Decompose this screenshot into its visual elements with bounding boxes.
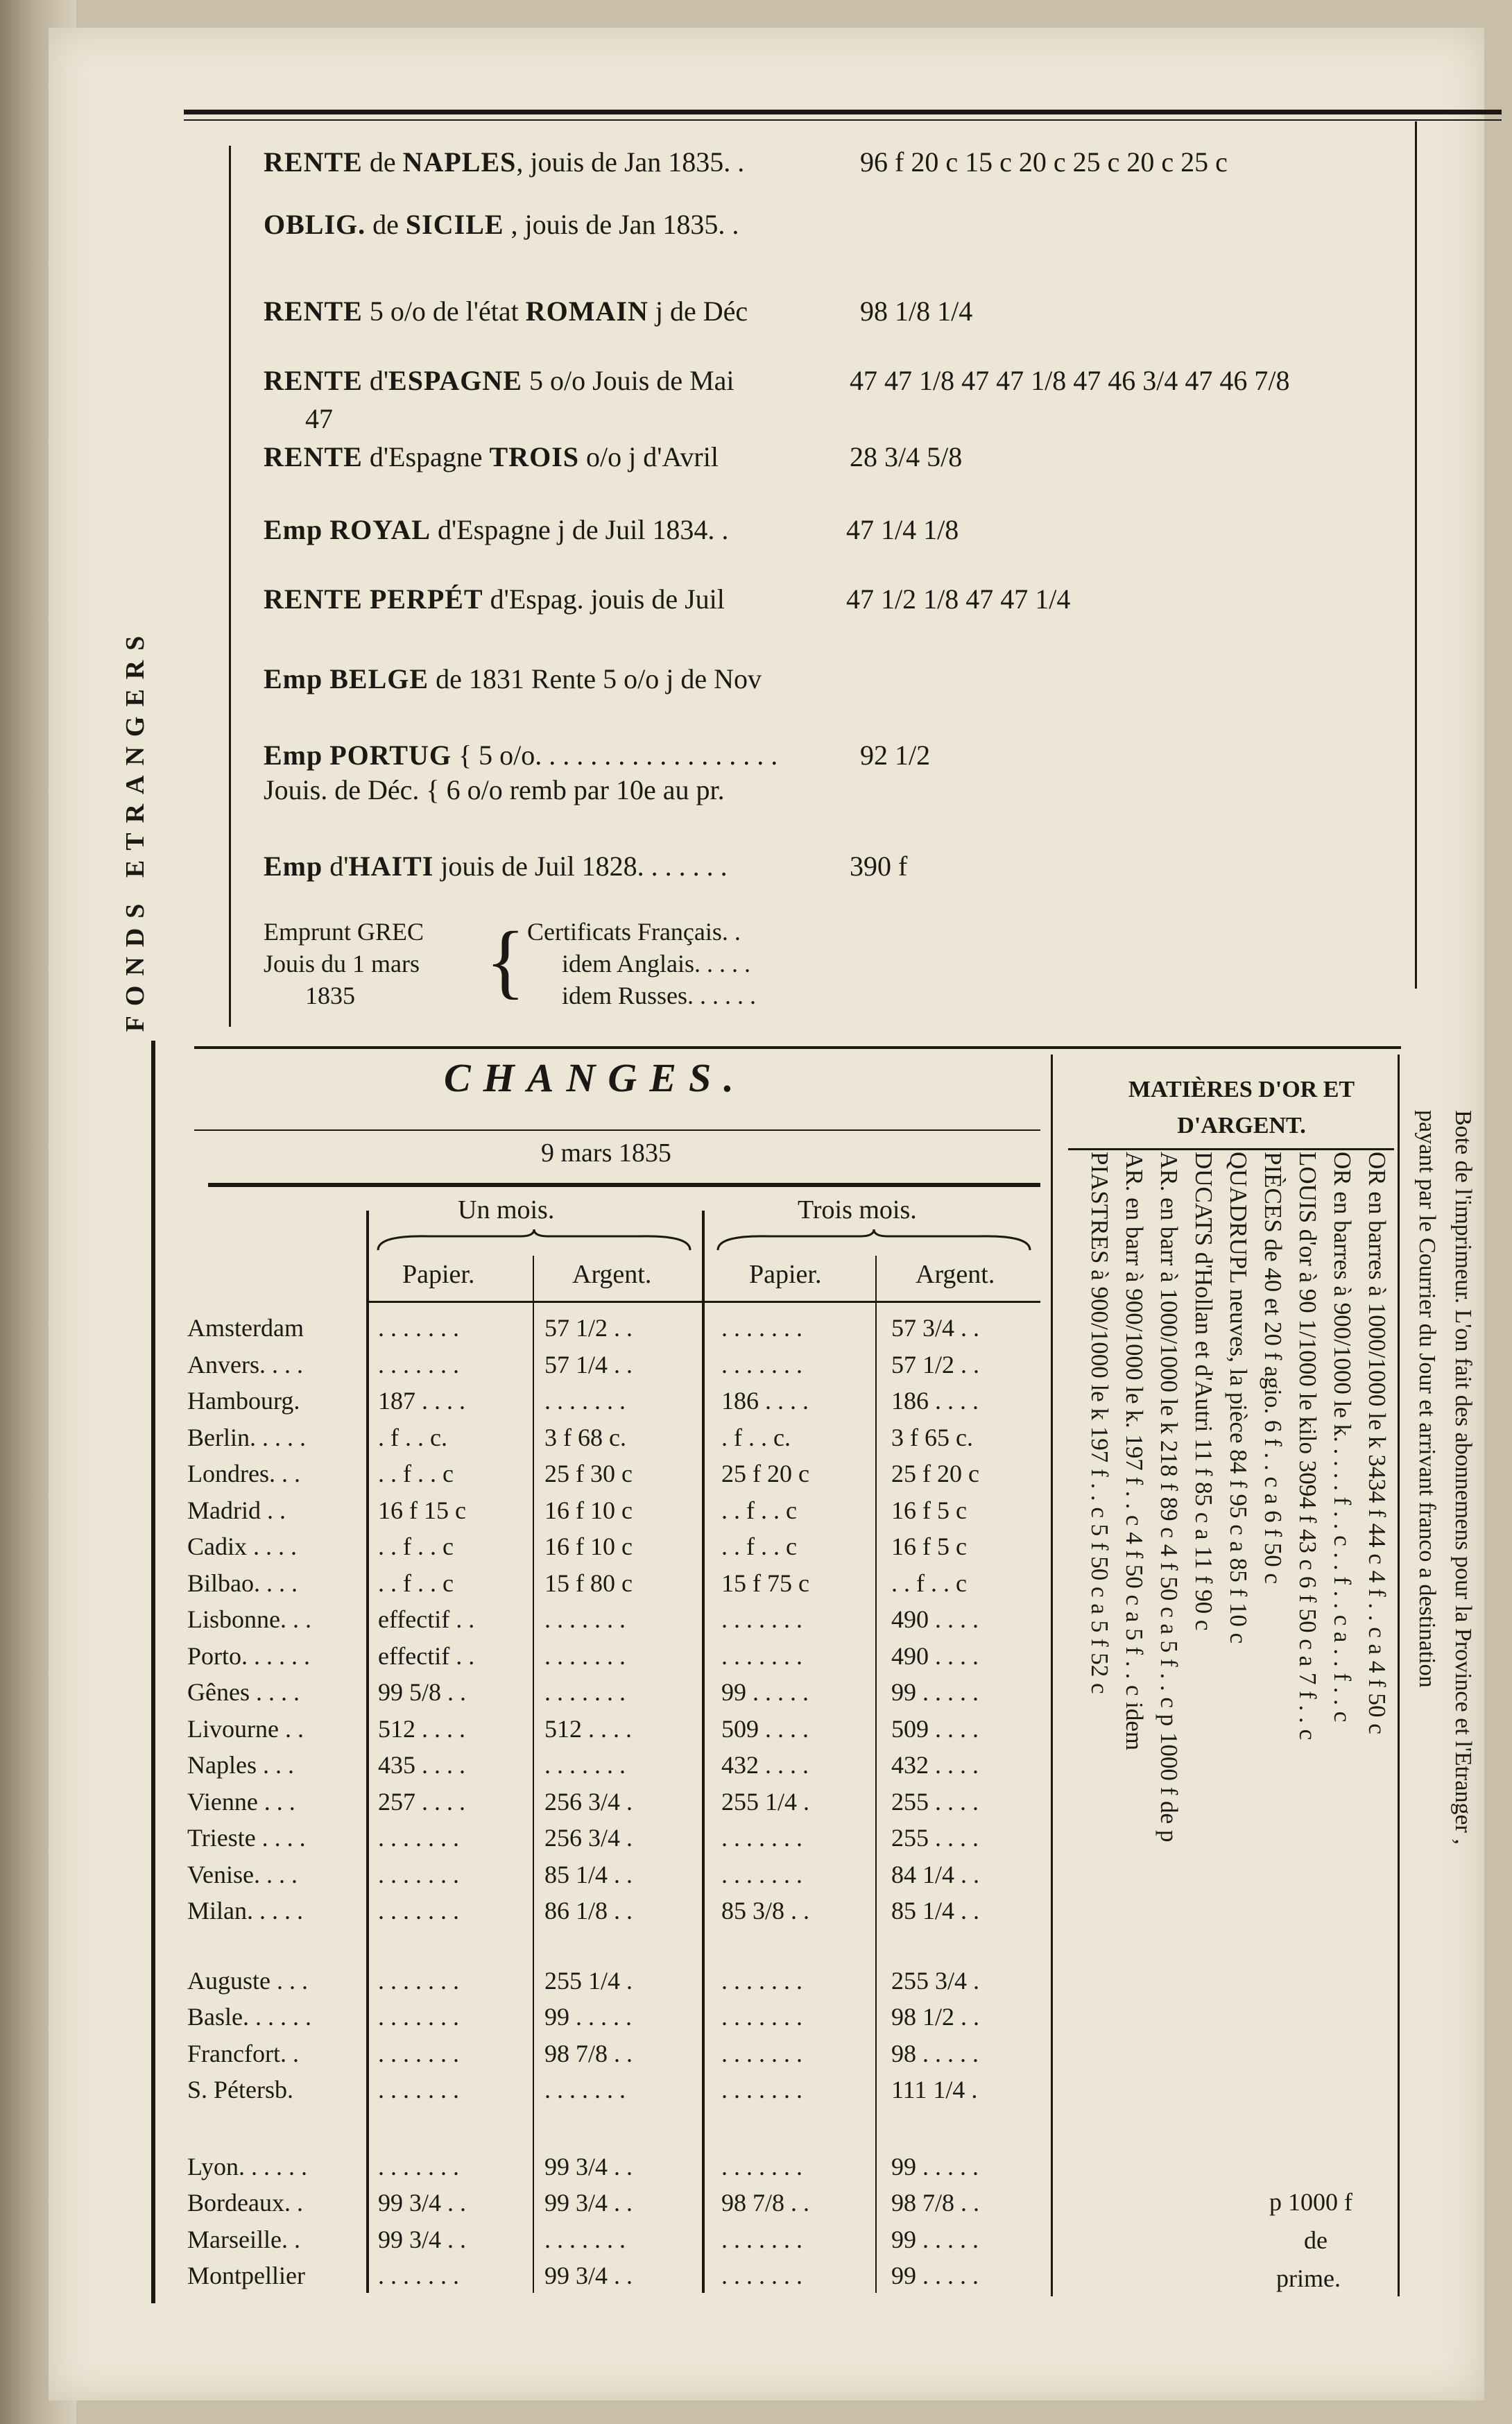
city-name: Montpellier [187, 2262, 305, 2289]
fund-title-part: de [366, 209, 406, 240]
imprimeur-note [1404, 1110, 1481, 2262]
page-right-rule [1398, 1055, 1400, 2296]
fund-title-part: 5 o/o de l'état [362, 296, 526, 327]
fund-title-part [323, 514, 329, 545]
changes-date: 9 mars 1835 [541, 1138, 671, 1168]
grec-left [264, 916, 424, 1012]
rate-cell: 85 1/4 . . [891, 1897, 980, 1924]
rate-cell: 490 . . . . [891, 1605, 979, 1633]
fund-title-part: Emp [264, 514, 323, 545]
fund-title-part: 5 o/o Jouis de Mai [522, 365, 734, 396]
fund-value: 47 47 1/8 47 47 1/8 47 46 3/4 47 46 7/8 [850, 365, 1290, 396]
rate-cell: 187 . . . . [378, 1387, 465, 1415]
fund-title-part: RENTE [264, 441, 363, 472]
rate-cell: . . . . . . . [721, 2003, 802, 2031]
rate-cell: 99 . . . . . [891, 2225, 979, 2253]
city-name: Venise. . . . [187, 1860, 298, 1888]
top-rule [184, 110, 1502, 114]
prime-line-3: prime. [1276, 2264, 1341, 2292]
rate-cell: 257 . . . . [378, 1787, 465, 1816]
matiere-line: LOUIS d'or à 90 1/1000 le kilo 3094 f 43 c 6 f 50 c a 7 f . . c [1294, 1152, 1321, 1741]
rate-cell: . . f . . c [378, 1460, 454, 1487]
rate-cell: . . . . . . . [544, 2225, 626, 2253]
rate-cell: . . . . . . . [378, 2152, 459, 2180]
rate-cell: . . . . . . . [721, 1605, 802, 1633]
rate-cell: 16 f 15 c [378, 1496, 466, 1524]
rate-cell: 432 . . . . [721, 1751, 809, 1779]
rate-cell: . f . . c. [378, 1423, 447, 1451]
rate-cell: 99 . . . . . [721, 1678, 809, 1706]
grec-l3: 1835 [305, 982, 355, 1009]
rate-cell: . . . . . . . [721, 1824, 802, 1852]
grec-r3: idem Russes. . . . . . [562, 982, 757, 1009]
rate-cell: 57 1/4 . . [544, 1350, 633, 1379]
sub-argent-1: Argent. [572, 1260, 652, 1289]
rate-cell: . . . . . . . [378, 1897, 459, 1924]
rate-cell: . . . . . . . [544, 1387, 626, 1415]
rate-cell: 99 3/4 . . [544, 2262, 633, 2289]
col-rule-4 [875, 1256, 877, 2293]
city-name: Marseille. . [187, 2225, 300, 2253]
city-name: Basle. . . . . . [187, 2003, 311, 2031]
rate-cell: effectif . . [378, 1641, 475, 1670]
sub-papier-1: Papier. [402, 1260, 475, 1289]
rate-cell: 57 3/4 . . [891, 1314, 980, 1342]
fund-title-part [363, 583, 370, 615]
rate-cell: . . f . . c [891, 1569, 967, 1597]
fonds-right-rule [1415, 121, 1417, 989]
rate-cell: 98 7/8 . . [544, 2039, 633, 2067]
city-name: Gênes . . . . [187, 1678, 300, 1706]
matiere-line: DUCATS d'Hollan et d'Autri 11 f 85 c a 11 f 90 c [1190, 1152, 1217, 1631]
city-name: Milan. . . . . [187, 1897, 303, 1924]
fund-title-part: OBLIG. [264, 209, 366, 240]
changes-title: CHANGES. [444, 1055, 746, 1100]
fund-title-part: PERPÉT [369, 583, 483, 615]
rate-cell: 255 1/4 . [544, 1966, 633, 1995]
rate-cell: 99 3/4 . . [378, 2225, 467, 2253]
rate-cell: 98 7/8 . . [721, 2189, 810, 2217]
rate-cell: 84 1/4 . . [891, 1860, 980, 1888]
fund-title-part: de [362, 146, 403, 178]
rate-cell: 86 1/8 . . [544, 1897, 633, 1924]
rate-cell: 25 f 20 c [891, 1460, 979, 1487]
rate-cell: . . . . . . . [721, 2076, 802, 2103]
changes-title-rule [194, 1129, 1040, 1131]
city-name: Hambourg. [187, 1387, 300, 1415]
changes-date-rule [208, 1183, 1040, 1187]
matiere-line: PIASTRES à 900/1000 le k 197 f . . c 5 f 50 c a 5 f 52 c [1086, 1152, 1113, 1694]
rate-cell: 509 . . . . [891, 1714, 979, 1743]
fund-title-part: j de Déc [648, 296, 748, 327]
matiere-line: OR en barres à 1000/1000 le k 3434 f 44 c 4 f . . c a 4 f 50 c [1364, 1152, 1391, 1734]
fund-title-part: d' [323, 851, 349, 882]
rate-cell: 85 1/4 . . [544, 1860, 633, 1888]
fund-title [264, 441, 719, 474]
fund-title-part [323, 663, 329, 694]
rate-cell: 186 . . . . [891, 1387, 979, 1415]
rate-cell: 16 f 10 c [544, 1533, 633, 1560]
city-name: S. Pétersb. [187, 2076, 293, 2103]
fund-title-part: BELGE [329, 663, 429, 694]
rate-cell: 512 . . . . [544, 1714, 632, 1743]
rate-cell: 435 . . . . [378, 1751, 465, 1779]
fund-title-part: ESPAGNE [388, 365, 522, 396]
city-name: Vienne . . . [187, 1787, 295, 1816]
fund-title-part: RENTE [264, 365, 363, 396]
grec-l1: Emprunt GREC [264, 918, 424, 946]
rate-cell: . . . . . . . [721, 2225, 802, 2253]
page-left-rule [151, 1041, 155, 2303]
city-name: Bordeaux. . [187, 2189, 303, 2217]
fund-title [264, 295, 748, 328]
rate-cell: . . . . . . . [721, 1860, 802, 1888]
matiere-line: AR. en barr à 900/1000 le k. 197 f . . c 4 f 50 c a 5 f . . c idem [1121, 1152, 1148, 1751]
rate-cell: 25 f 30 c [544, 1460, 633, 1487]
fund-title-part: , jouis de Jan 1835. . [504, 209, 739, 240]
group-trois-mois: Trois mois. [798, 1195, 917, 1224]
city-name: Auguste . . . [187, 1966, 308, 1995]
matiere-line: AR. en barr à 1000/1000 le k 218 f 89 c 4 f 50 c a 5 f . . c p 1000 f de p [1156, 1152, 1183, 1843]
fund-title-part: , jouis de Jan 1835. . [516, 146, 745, 178]
rate-cell: . . . . . . . [721, 2152, 802, 2180]
rate-cell: 57 1/2 . . [544, 1314, 633, 1342]
city-name: Trieste . . . . [187, 1824, 306, 1852]
fonds-etrangers-label: FONDS ETRANGERS [121, 626, 150, 1032]
matiere-line: PIÈCES de 40 et 20 f agio. 6 f . . c a 6 f 50 c [1260, 1152, 1287, 1585]
rate-cell: . . . . . . . [544, 1641, 626, 1670]
fund-title-part: Emp [264, 740, 323, 771]
rate-cell: 255 3/4 . [891, 1966, 980, 1995]
city-name: Porto. . . . . . [187, 1641, 311, 1670]
matieres-title: MATIÈRES D'OR ET D'ARGENT. [1128, 1077, 1355, 1138]
fund-title-part: de 1831 Rente 5 o/o j de Nov [429, 663, 762, 694]
fund-value: 390 f [850, 851, 908, 882]
fund-title-part: Jouis. de Déc. { 6 o/o remb par 10e au pr. [264, 774, 725, 805]
rate-cell: . . . . . . . [721, 1314, 802, 1342]
rate-cell: 99 . . . . . [544, 2003, 632, 2031]
fund-title-part: RENTE [264, 146, 363, 178]
rate-cell: . . . . . . . [721, 2262, 802, 2289]
fund-title-part: Emp [264, 851, 323, 882]
fund-title-part: SICILE [405, 209, 504, 240]
rate-cell: . . f . . c [378, 1569, 454, 1597]
rate-cell: . . . . . . . [544, 1751, 626, 1779]
grec-right [527, 916, 756, 1012]
rate-cell: . . . . . . . [721, 1350, 802, 1379]
col-rule-3 [702, 1211, 705, 2293]
fund-title [264, 583, 725, 616]
prime-line-2: de [1304, 2226, 1328, 2254]
rate-cell: . . f . . c [378, 1533, 454, 1560]
rate-cell: 256 3/4 . [544, 1787, 633, 1816]
fund-title [264, 739, 778, 772]
rate-cell: 16 f 5 c [891, 1496, 967, 1524]
fund-value-continuation: 47 [305, 403, 333, 434]
rate-cell: . . . . . . . [378, 2076, 459, 2103]
rate-cell: 490 . . . . [891, 1641, 979, 1670]
rate-cell: 111 1/4 . [891, 2076, 978, 2103]
fonds-left-rule [229, 146, 231, 1027]
rate-cell: 98 1/2 . . [891, 2003, 980, 2031]
rate-cell: . . f . . c [721, 1533, 797, 1560]
fund-value: 47 1/4 1/8 [846, 514, 959, 545]
top-rule-thin [184, 119, 1502, 121]
grec-l2: Jouis du 1 mars [264, 950, 420, 978]
fund-title-part: d'Espagne [362, 441, 490, 472]
rate-cell: 25 f 20 c [721, 1460, 809, 1487]
rate-cell: . . . . . . . [378, 2262, 459, 2289]
rate-cell: 255 1/4 . [721, 1787, 810, 1816]
changes-top-rule [194, 1046, 1401, 1049]
rate-cell: 98 . . . . . [891, 2039, 979, 2067]
rate-cell: 432 . . . . [891, 1751, 979, 1779]
matieres-rotated-block [1058, 1152, 1391, 2324]
rate-cell: 57 1/2 . . [891, 1350, 980, 1379]
rate-cell: 256 3/4 . [544, 1824, 633, 1852]
rate-cell: 99 5/8 . . [378, 1678, 467, 1706]
city-name: Madrid . . [187, 1496, 286, 1524]
sub-argent-2: Argent. [916, 1260, 995, 1289]
col-rule-2 [533, 1256, 534, 2293]
fund-title-part: HAITI [348, 851, 434, 882]
rate-cell: 85 3/8 . . [721, 1897, 810, 1924]
matieres-title-rule [1068, 1148, 1394, 1150]
fund-title-part: o/o j d'Avril [579, 441, 719, 472]
rate-cell: 99 . . . . . [891, 2262, 979, 2289]
grec-r2: idem Anglais. . . . . [562, 950, 750, 978]
city-name: Londres. . . [187, 1460, 300, 1487]
city-name: Lyon. . . . . . [187, 2152, 308, 2180]
brace-un-mois [375, 1229, 694, 1254]
matieres-left-rule [1051, 1055, 1053, 2296]
fund-title-part: NAPLES [402, 146, 517, 178]
rate-cell: 99 . . . . . [891, 2152, 979, 2180]
fund-title [264, 513, 728, 547]
rate-cell: . . . . . . . [378, 1966, 459, 1995]
rate-cell: 99 3/4 . . [544, 2152, 633, 2180]
fund-title-part: d'Espag. jouis de Juil [483, 583, 725, 615]
fund-value: 96 f 20 c 15 c 20 c 25 c 20 c 25 c [860, 146, 1228, 178]
rate-cell: 99 3/4 . . [544, 2189, 633, 2217]
rate-cell: . . . . . . . [721, 2039, 802, 2067]
city-name: Anvers. . . . [187, 1350, 303, 1379]
rate-cell: . . . . . . . [721, 1966, 802, 1995]
rate-cell: 3 f 65 c. [891, 1423, 973, 1451]
fund-value: 28 3/4 5/8 [850, 441, 963, 472]
rate-cell: 255 . . . . [891, 1787, 979, 1816]
city-name: Bilbao. . . . [187, 1569, 298, 1597]
rate-cell: 255 . . . . [891, 1824, 979, 1852]
city-name: Berlin. . . . . [187, 1423, 306, 1451]
fund-title [264, 146, 744, 179]
rate-cell: . . . . . . . [378, 1350, 459, 1379]
fund-title-part: d'Espagne j de Juil 1834. . [431, 514, 729, 545]
rate-cell: 186 . . . . [721, 1387, 809, 1415]
rate-cell: 16 f 5 c [891, 1533, 967, 1560]
fund-value: 47 1/2 1/8 47 47 1/4 [846, 583, 1071, 615]
rate-cell: 15 f 75 c [721, 1569, 809, 1597]
fund-title-part: TROIS [489, 441, 580, 472]
rate-cell: . . . . . . . [378, 1824, 459, 1852]
rate-cell: 16 f 10 c [544, 1496, 633, 1524]
rate-cell: . . . . . . . [378, 2039, 459, 2067]
rate-cell: 99 . . . . . [891, 1678, 979, 1706]
city-name: Francfort. . [187, 2039, 299, 2067]
rate-cell: . . . . . . . [544, 1605, 626, 1633]
rate-cell: effectif . . [378, 1605, 475, 1633]
city-name: Lisbonne. . . [187, 1605, 311, 1633]
fund-title-part: d' [362, 365, 389, 396]
rate-cell: 98 7/8 . . [891, 2189, 980, 2217]
rate-cell: . . . . . . . [378, 2003, 459, 2031]
grec-r1: Certificats Français. . [527, 918, 741, 946]
rate-cell: 512 . . . . [378, 1714, 465, 1743]
fund-title-part: jouis de Juil 1828. . . . . . . [433, 851, 728, 882]
rate-cell: . . . . . . . [544, 2076, 626, 2103]
rate-cell: . . f . . c [721, 1496, 797, 1524]
fund-value: 98 1/8 1/4 [860, 296, 973, 327]
rate-cell: . . . . . . . [544, 1678, 626, 1706]
city-name: Cadix . . . . [187, 1533, 297, 1560]
rate-cell: . . . . . . . [721, 1641, 802, 1670]
note-line-1: Bote de l'imprimeur. L'on fait des abonnemens pour la Province et l'Etranger , [1450, 1110, 1476, 1845]
fund-title-part: ROMAIN [525, 296, 648, 327]
grec-brace: { [486, 914, 526, 1007]
fund-title-part: PORTUG [329, 740, 452, 771]
col-rule-1 [366, 1211, 369, 2293]
fund-title [264, 208, 739, 241]
matiere-line: QUADRUPL neuves, la pièce 84 f 95 c a 85 f 10 c [1225, 1152, 1252, 1644]
rate-cell: . . . . . . . [378, 1314, 459, 1342]
sub-papier-2: Papier. [749, 1260, 822, 1289]
rate-cell: 509 . . . . [721, 1714, 809, 1743]
fund-title-part [323, 740, 329, 771]
fund-title [264, 364, 734, 398]
fund-title-part: Emp [264, 663, 323, 694]
fund-title-part: RENTE [264, 583, 363, 615]
city-name: Livourne . . [187, 1714, 304, 1743]
matiere-line: OR en barres à 900/1000 le k. . . . . f . . c . . f . . c a . . f . . c [1329, 1152, 1356, 1723]
note-line-2: payant par le Courrier du Jour et arrivant franco a destination [1414, 1110, 1440, 1688]
city-name: Amsterdam [187, 1314, 304, 1342]
fund-title [264, 663, 762, 696]
fund-title-part: ROYAL [329, 514, 431, 545]
rate-cell: 3 f 68 c. [544, 1423, 626, 1451]
brace-trois-mois [714, 1229, 1033, 1254]
city-name: Naples . . . [187, 1751, 294, 1779]
fund-title-part: { 5 o/o. . . . . . . . . . . . . . . . . . [451, 740, 778, 771]
group-un-mois: Un mois. [458, 1195, 555, 1224]
rate-cell: 15 f 80 c [544, 1569, 633, 1597]
prime-line-1: p 1000 f [1269, 2188, 1352, 2216]
fund-title-part: RENTE [264, 296, 363, 327]
fund-title [264, 850, 728, 883]
fund-title [264, 774, 725, 807]
fund-value: 92 1/2 [860, 740, 931, 771]
rate-cell: . f . . c. [721, 1423, 791, 1451]
rate-cell: 99 3/4 . . [378, 2189, 467, 2217]
rate-cell: . . . . . . . [378, 1860, 459, 1888]
